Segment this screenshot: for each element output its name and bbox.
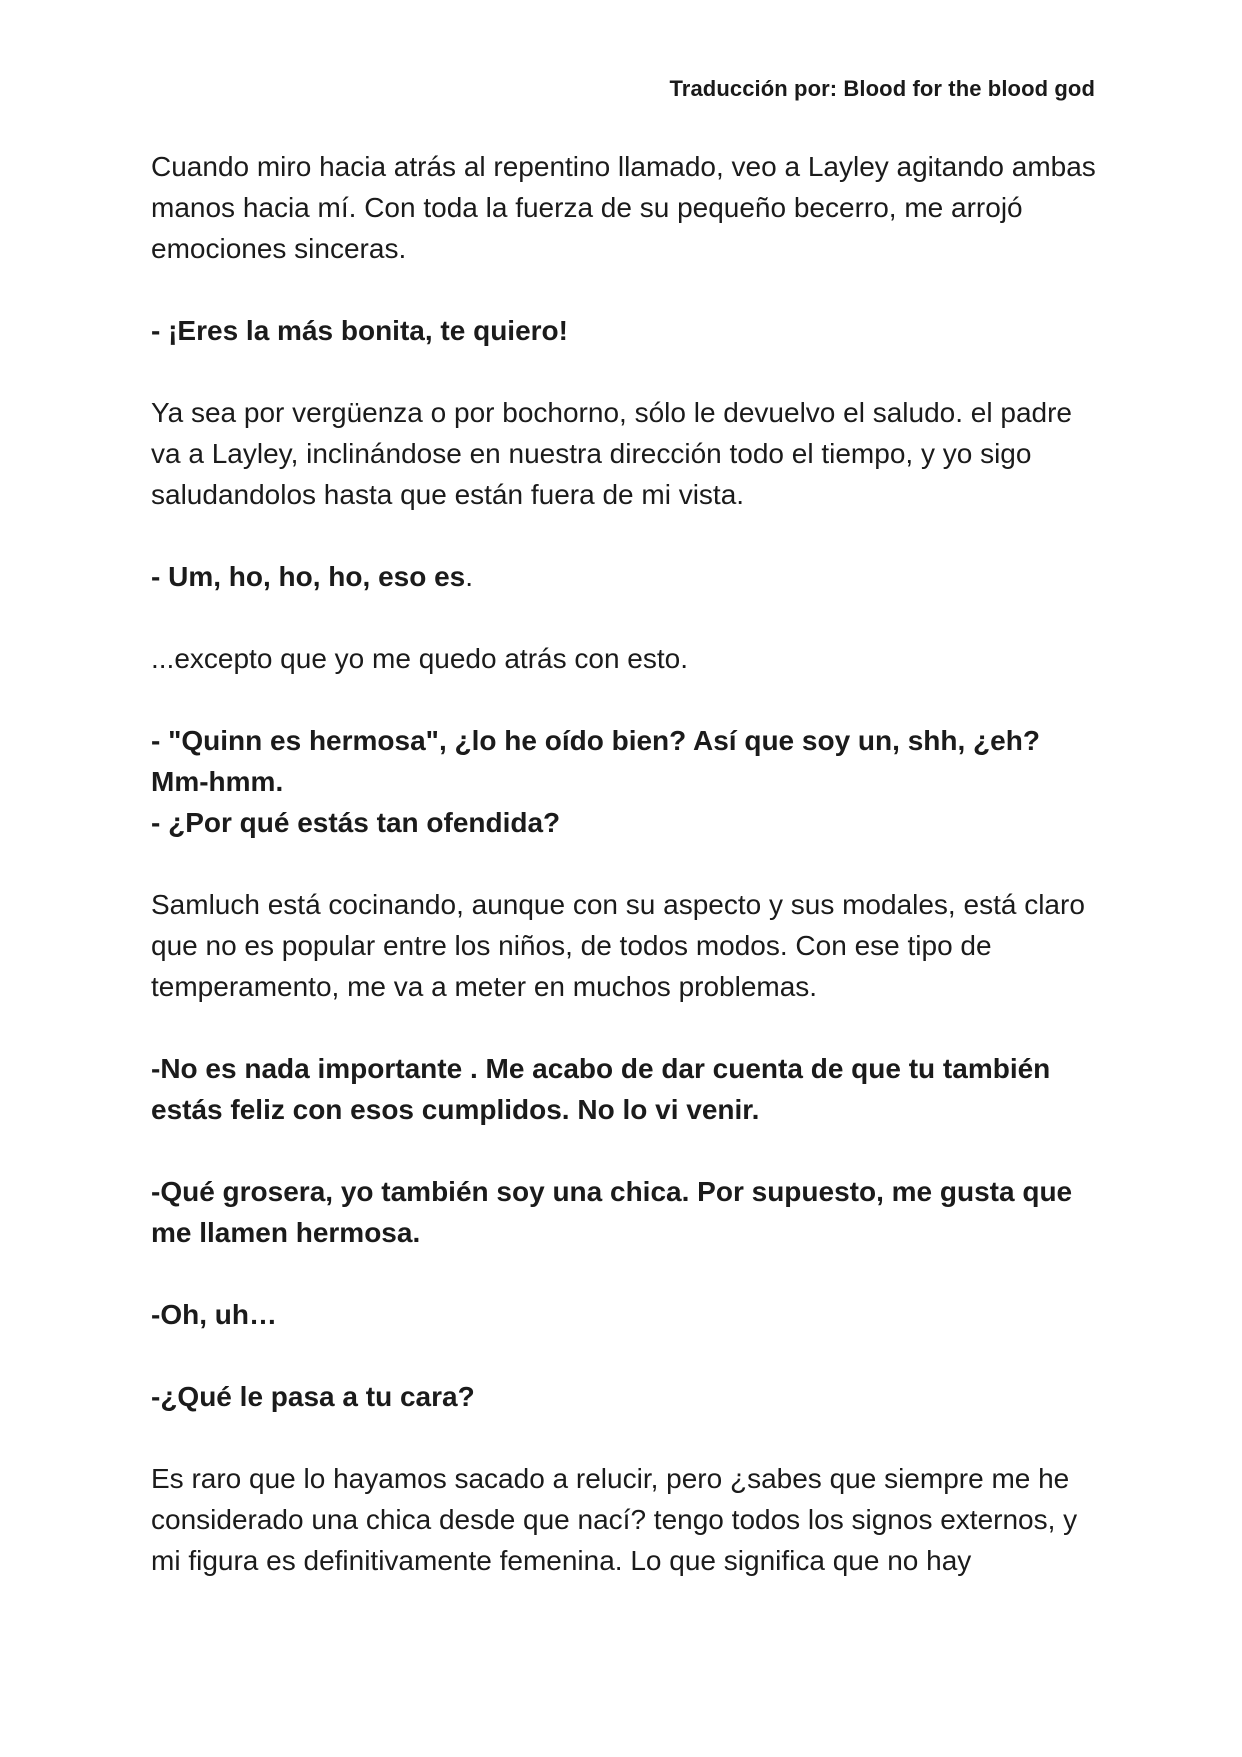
paragraph: Cuando miro hacia atrás al repentino llamado, veo a Layley agitando ambas manos hacia mí. Con toda la fuerza de su pequeño becerro, me arrojó emociones sinceras. — [151, 151, 1096, 264]
dialogue-line: -Qué grosera, yo también soy una chica. Por supuesto, me gusta que me llamen hermosa. — [151, 1176, 1073, 1248]
paragraph: Ya sea por vergüenza o por bochorno, sólo le devuelvo el saludo. el padre va a Layley, inclinándose en nuestra dirección todo el tiempo, y yo sigo saludandolos hasta que están fuera de mi vista. — [151, 397, 1072, 510]
document-body — [151, 146, 1101, 1581]
dialogue-period: . — [465, 561, 474, 592]
dialogue-line: - ¡Eres la más bonita, te quiero! — [151, 315, 568, 346]
paragraph: Samluch está cocinando, aunque con su aspecto y sus modales, está claro que no es popular entre los niños, de todos modos. Con ese tipo de temperamento, me va a meter en muchos problemas. — [151, 889, 1085, 1002]
dialogue-line: - "Quinn es hermosa", ¿lo he oído bien? Así que soy un, shh, ¿eh? Mm-hmm. — [151, 725, 1040, 797]
paragraph: ...excepto que yo me quedo atrás con esto. — [151, 643, 689, 674]
dialogue-line — [151, 556, 1101, 597]
dialogue-line: - ¿Por qué estás tan ofendida? — [151, 807, 561, 838]
paragraph: Es raro que lo hayamos sacado a relucir, pero ¿sabes que siempre me he considerado una chica desde que nací? tengo todos los signos externos, y mi figura es definitivamente femenina. Lo que significa que no hay — [151, 1463, 1078, 1576]
translator-credit: Traducción por: Blood for the blood god — [669, 76, 1095, 101]
dialogue-text: - Um, ho, ho, ho, eso es — [151, 561, 466, 592]
dialogue-line: -Oh, uh… — [151, 1299, 277, 1330]
dialogue-line: -¿Qué le pasa a tu cara? — [151, 1381, 475, 1412]
dialogue-line: -No es nada importante . Me acabo de dar cuenta de que tu también estás feliz con esos cumplidos. No lo vi venir. — [151, 1053, 1051, 1125]
